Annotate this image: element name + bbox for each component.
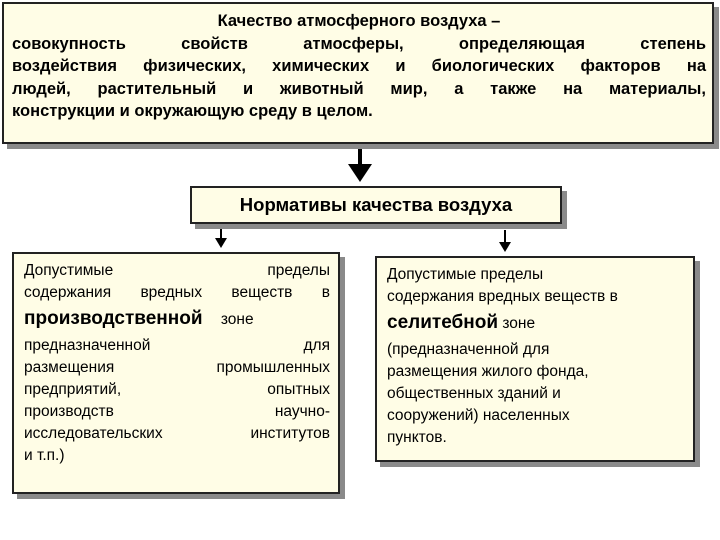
residential-line-5: размещения жилого фонда, — [387, 363, 589, 380]
industrial-line-1: Допустимые пределы — [24, 262, 330, 279]
industrial-zone-box — [12, 252, 340, 494]
industrial-line-8: исследовательских институтов — [24, 425, 330, 442]
arrow-standards-to-residential — [499, 230, 511, 252]
definition-line-4: людей, растительный и животный мир, а также на материалы, — [12, 79, 706, 98]
industrial-line-4: предназначенной для — [24, 337, 330, 354]
residential-line-3 — [387, 308, 685, 339]
arrow-standards-to-industrial — [215, 224, 227, 248]
industrial-line-7: производств научно- — [24, 403, 330, 420]
industrial-zone-word: зоне — [220, 311, 254, 328]
standards-box — [190, 186, 562, 224]
arrow-definition-to-standards — [348, 144, 372, 182]
definition-line-2: совокупность свойств атмосферы, определяющая степень — [12, 34, 706, 53]
definition-line-1: Качество атмосферного воздуха – — [217, 12, 501, 30]
definition-box — [2, 2, 714, 144]
residential-line-6: общественных зданий и — [387, 385, 561, 402]
residential-line-2: содержания вредных веществ в — [387, 288, 618, 305]
industrial-emphasis: производственной — [24, 308, 203, 329]
industrial-line-9: и т.п.) — [24, 447, 65, 464]
definition-line-5: конструкции и окружающую среду в целом. — [12, 102, 373, 120]
industrial-line-2: содержания вредных веществ в — [24, 284, 330, 301]
standards-title: Нормативы качества воздуха — [239, 194, 513, 215]
industrial-line-6: предприятий, опытных — [24, 381, 330, 398]
residential-zone-box — [375, 256, 695, 462]
industrial-line-3 — [24, 304, 330, 335]
residential-zone-word: зоне — [502, 315, 536, 332]
definition-line-3: воздействия физических, химических и биологических факторов на — [12, 57, 706, 75]
residential-line-4: (предназначенной для — [387, 341, 550, 358]
residential-line-1: Допустимые пределы — [387, 266, 544, 283]
residential-line-7: сооружений) населенных — [387, 407, 570, 424]
residential-line-8: пунктов. — [387, 429, 447, 446]
industrial-line-5: размещения промышленных — [24, 359, 330, 376]
residential-emphasis: селитебной — [387, 312, 499, 333]
